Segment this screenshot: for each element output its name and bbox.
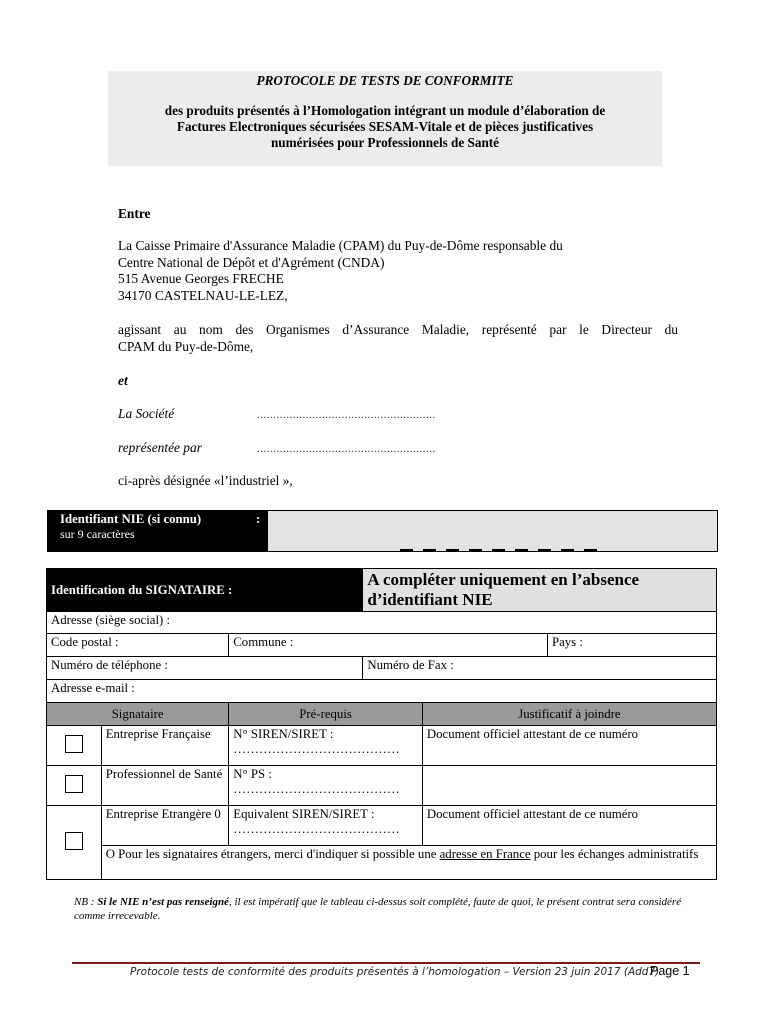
nie-slot[interactable] xyxy=(469,549,482,552)
ci-apres-text: ci-après désignée «l’industriel », xyxy=(118,473,293,488)
row-signataire: Entreprise Etrangère 0 xyxy=(101,806,229,846)
row-justificatif: Document officiel attestant de ce numéro xyxy=(422,806,716,846)
et-label: et xyxy=(118,373,128,388)
row-justificatif xyxy=(422,766,716,806)
agissant-paragraph: agissant au nom des Organismes d’Assurance Maladie, représenté par le Directeur du CPAM du Puy-de-Dôme, xyxy=(118,322,678,354)
nie-label: Identifiant NIE (si connu) xyxy=(60,512,202,526)
foreign-note: O Pour les signataires étrangers, merci d'indiquer si possible une adresse en France pour les échanges administratifs xyxy=(101,846,716,880)
societe-label: La Société xyxy=(118,406,175,421)
nie-slot[interactable] xyxy=(400,549,413,552)
document-title: PROTOCOLE DE TESTS DE CONFORMITE xyxy=(256,73,514,88)
col-prerequis: Pré-requis xyxy=(229,703,423,726)
entreprise-francaise-checkbox[interactable] xyxy=(65,735,83,753)
nb-note: NB : Si le NIE n’est pas renseigné, il est impératif que le tableau ci-dessus soit complété, faute de quoi, le présent contrat sera considéré comme irrecevable. xyxy=(74,896,682,922)
row-prerequis[interactable]: N° SIREN/SIRET : ………………………………… xyxy=(229,726,423,766)
nie-label-block xyxy=(48,511,268,551)
row-signataire: Entreprise Française xyxy=(101,726,229,766)
nie-slot[interactable] xyxy=(561,549,574,552)
ident-label: Identification du SIGNATAIRE : xyxy=(47,569,363,612)
title-box xyxy=(108,71,662,166)
signatory-table xyxy=(46,568,717,880)
nie-slot[interactable] xyxy=(515,549,528,552)
row-prerequis[interactable]: N° PS : ………………………………… xyxy=(229,766,423,806)
checkbox-cell xyxy=(47,766,102,806)
footer-text: Protocole tests de conformité des produits présentés à l’homologation – Version 23 juin 2017 (Add7) xyxy=(130,966,660,978)
adresse-field[interactable]: Adresse (siège social) : xyxy=(47,612,717,634)
fax-field[interactable]: Numéro de Fax : xyxy=(363,657,717,680)
nie-slot[interactable] xyxy=(446,549,459,552)
ident-note: A compléter uniquement en l’absence d’identifiant NIE xyxy=(363,569,717,612)
row-signataire: Professionnel de Santé xyxy=(101,766,229,806)
footer-divider xyxy=(72,962,700,964)
nie-sublabel: sur 9 caractères xyxy=(60,527,135,541)
entreprise-etrangere-checkbox[interactable] xyxy=(65,832,83,850)
code-postal-field[interactable]: Code postal : xyxy=(47,634,229,657)
nie-colon: : xyxy=(256,512,261,526)
cpam-address: La Caisse Primaire d'Assurance Maladie (CPAM) du Puy-de-Dôme responsable du Centre National de Dépôt et d'Agrément (CNDA) 515 Avenue Georges FRECHE 34170 CASTELNAU-LE-LEZ, xyxy=(118,238,563,303)
page-number: Page 1 xyxy=(650,964,690,978)
pays-field[interactable]: Pays : xyxy=(547,634,716,657)
row-prerequis[interactable]: Equivalent SIREN/SIRET : ………………………………… xyxy=(229,806,423,846)
checkbox-cell xyxy=(47,806,102,880)
entre-label: Entre xyxy=(118,206,151,221)
commune-field[interactable]: Commune : xyxy=(229,634,548,657)
col-justificatif: Justificatif à joindre xyxy=(422,703,716,726)
nie-slot[interactable] xyxy=(423,549,436,552)
document-subtitle: des produits présentés à l’Homologation intégrant un module d’élaboration de Factures Electroniques sécurisées SESAM-Vitale et de pièces justificatives numérisées pour Professionnels de Santé xyxy=(164,103,606,150)
nie-slot[interactable] xyxy=(492,549,505,552)
email-field[interactable]: Adresse e-mail : xyxy=(47,680,717,703)
telephone-field[interactable]: Numéro de téléphone : xyxy=(47,657,363,680)
nie-input-slots[interactable] xyxy=(400,539,607,557)
nie-box xyxy=(47,510,718,552)
col-signataire: Signataire xyxy=(47,703,229,726)
societe-field[interactable]: ....................................................... xyxy=(257,409,436,421)
row-justificatif: Document officiel attestant de ce numéro xyxy=(422,726,716,766)
checkbox-cell xyxy=(47,726,102,766)
representee-label: représentée par xyxy=(118,440,202,455)
representee-field[interactable]: ....................................................... xyxy=(257,443,436,455)
nie-slot[interactable] xyxy=(538,549,551,552)
professionnel-sante-checkbox[interactable] xyxy=(65,775,83,793)
nie-slot[interactable] xyxy=(584,549,597,552)
